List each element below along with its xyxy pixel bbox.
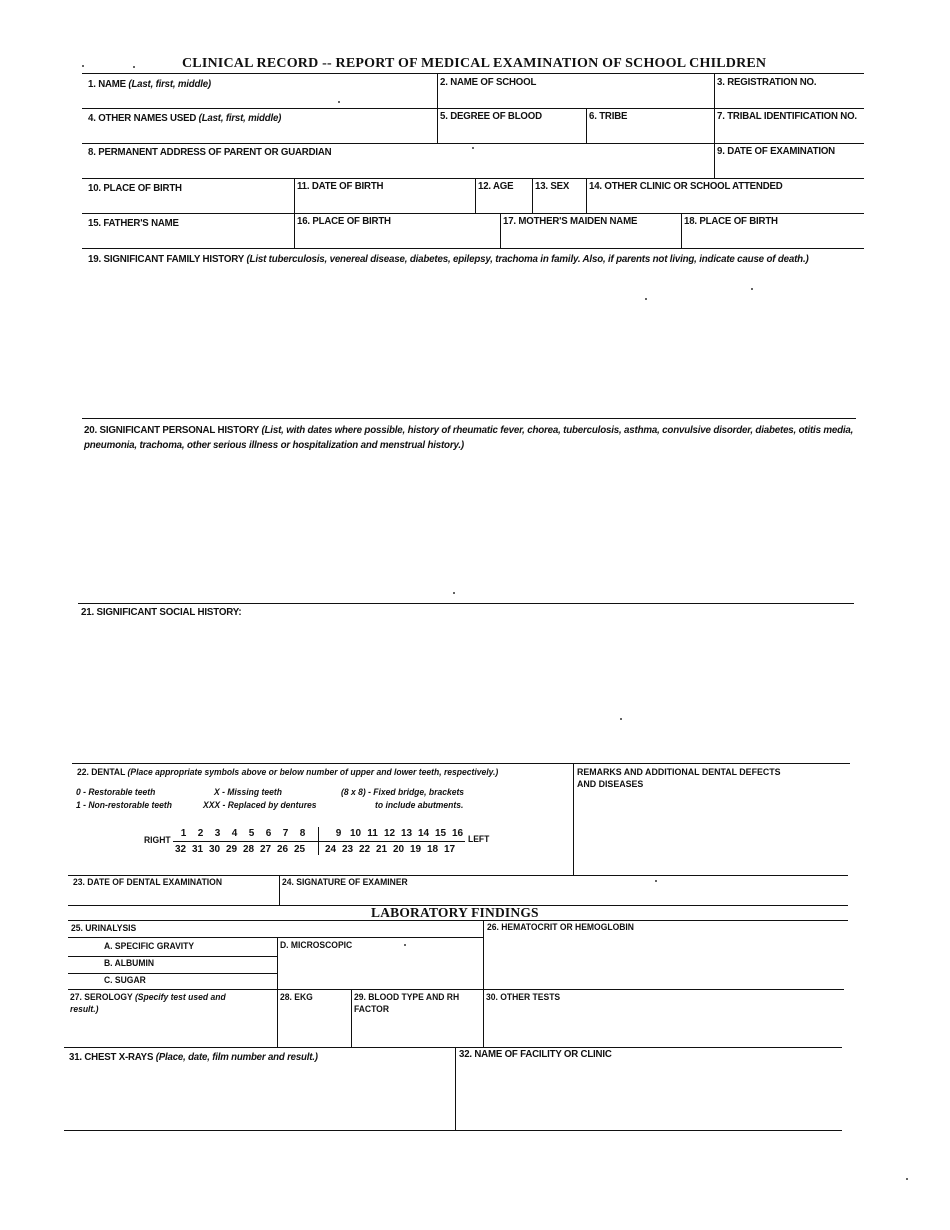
divider (483, 920, 484, 1048)
tooth-chart-center (318, 827, 319, 855)
divider (573, 763, 574, 875)
field-24-examiner-signature[interactable]: 24. SIGNATURE OF EXAMINER (282, 877, 408, 888)
divider (532, 178, 533, 213)
dental-remarks[interactable]: REMARKS AND ADDITIONAL DENTAL DEFECTS AND DISEASES (577, 767, 781, 790)
field-25d-microscopic[interactable]: D. MICROSCOPIC (280, 940, 353, 951)
tooth[interactable]: 13 (400, 828, 413, 839)
tooth[interactable]: 21 (375, 844, 388, 855)
scan-speck (133, 66, 135, 68)
tooth[interactable]: 30 (208, 844, 221, 855)
rule (68, 956, 277, 957)
rule (64, 1130, 842, 1131)
lower-right-teeth (172, 844, 308, 855)
tooth[interactable]: 17 (443, 844, 456, 855)
tooth[interactable]: 7 (282, 828, 289, 839)
tooth[interactable]: 9 (335, 828, 342, 839)
section-21-social-history[interactable]: 21. SIGNIFICANT SOCIAL HISTORY: (81, 606, 242, 618)
divider (714, 143, 715, 178)
rule (82, 248, 864, 249)
field-6-tribe[interactable]: 6. TRIBE (589, 110, 628, 122)
dental-left-label: LEFT (468, 834, 490, 845)
field-18-place-of-birth[interactable]: 18. PLACE OF BIRTH (684, 215, 778, 227)
tooth[interactable]: 24 (324, 844, 337, 855)
tooth[interactable]: 26 (276, 844, 289, 855)
tooth[interactable]: 14 (417, 828, 430, 839)
divider (500, 213, 501, 248)
divider (455, 1047, 456, 1131)
lower-left-teeth (322, 844, 458, 855)
tooth[interactable]: 28 (242, 844, 255, 855)
tooth[interactable]: 8 (299, 828, 306, 839)
field-30-other-tests[interactable]: 30. OTHER TESTS (486, 992, 561, 1003)
field-26-hematocrit[interactable]: 26. HEMATOCRIT OR HEMOGLOBIN (487, 922, 634, 933)
tooth[interactable]: 11 (367, 828, 378, 839)
dental-heading[interactable]: 22. DENTAL (Place appropriate symbols above or below number of upper and lower teeth, respectively.) (77, 767, 499, 778)
scan-speck (82, 65, 84, 67)
legend-restorable: 0 - Restorable teeth (76, 787, 156, 798)
field-31-chest-xrays[interactable]: 31. CHEST X-RAYS (Place, date, film number and result.) (69, 1051, 318, 1063)
field-25c-sugar[interactable]: C. SUGAR (104, 975, 146, 986)
field-15-fathers-name[interactable]: 15. FATHER'S NAME (88, 217, 179, 229)
scan-speck (655, 880, 657, 882)
divider (277, 937, 278, 1047)
field-14-other-clinic[interactable]: 14. OTHER CLINIC OR SCHOOL ATTENDED (589, 180, 783, 192)
field-25b-albumin[interactable]: B. ALBUMIN (104, 958, 155, 969)
field-4-other-names[interactable]: 4. OTHER NAMES USED (Last, first, middle) (88, 112, 282, 124)
divider (586, 108, 587, 143)
divider (351, 989, 352, 1047)
scan-speck (453, 592, 455, 594)
rule (68, 989, 844, 990)
legend-dentures: XXX - Replaced by dentures (203, 800, 317, 811)
tooth[interactable]: 32 (174, 844, 187, 855)
scan-speck (620, 718, 622, 720)
tooth[interactable]: 19 (409, 844, 422, 855)
divider (586, 178, 587, 213)
field-25a-specific-gravity[interactable]: A. SPECIFIC GRAVITY (104, 941, 195, 952)
rule (68, 875, 848, 876)
field-11-date-of-birth[interactable]: 11. DATE OF BIRTH (297, 180, 384, 192)
lab-findings-title: LABORATORY FINDINGS (371, 905, 539, 920)
divider (279, 875, 280, 905)
field-16-place-of-birth[interactable]: 16. PLACE OF BIRTH (297, 215, 391, 227)
tooth[interactable]: 3 (214, 828, 221, 839)
rule (82, 418, 856, 419)
form-title: CLINICAL RECORD -- REPORT OF MEDICAL EXAMINATION OF SCHOOL CHILDREN (182, 56, 767, 71)
field-2-school[interactable]: 2. NAME OF SCHOOL (440, 76, 537, 88)
rule (68, 920, 848, 921)
field-25-urinalysis[interactable]: 25. URINALYSIS (71, 923, 137, 934)
divider (681, 213, 682, 248)
field-10-place-of-birth[interactable]: 10. PLACE OF BIRTH (88, 182, 182, 194)
divider (437, 73, 438, 108)
section-19-family-history[interactable]: 19. SIGNIFICANT FAMILY HISTORY (List tuberculosis, venereal disease, diabetes, epilepsy, trachoma in family. Also, if parents not living, indicate cause of death.) (88, 253, 809, 265)
legend-abutments: to include abutments. (375, 800, 464, 811)
rule (82, 73, 864, 74)
divider (714, 108, 715, 143)
tooth[interactable]: 16 (451, 828, 464, 839)
rule (72, 763, 850, 764)
tooth[interactable]: 22 (358, 844, 371, 855)
field-7-tribal-id[interactable]: 7. TRIBAL IDENTIFICATION NO. (717, 110, 857, 122)
field-29-blood-type[interactable]: 29. BLOOD TYPE AND RH FACTOR (354, 992, 460, 1015)
field-23-dental-exam-date[interactable]: 23. DATE OF DENTAL EXAMINATION (73, 877, 223, 888)
field-27-serology[interactable]: 27. SEROLOGY (Specify test used and result.) (70, 992, 226, 1015)
field-12-age[interactable]: 12. AGE (478, 180, 514, 192)
scan-speck (751, 288, 753, 290)
tooth[interactable]: 18 (426, 844, 439, 855)
scan-speck (906, 1178, 908, 1180)
rule (68, 973, 277, 974)
rule (64, 1047, 842, 1048)
tooth[interactable]: 27 (259, 844, 272, 855)
legend-fixed-bridge: (8 x 8) - Fixed bridge, brackets (341, 787, 465, 798)
tooth[interactable]: 2 (197, 828, 204, 839)
field-3-registration[interactable]: 3. REGISTRATION NO. (717, 76, 817, 88)
upper-right-teeth (175, 828, 311, 839)
tooth[interactable]: 6 (265, 828, 272, 839)
rule (82, 108, 864, 109)
tooth[interactable]: 12 (383, 828, 396, 839)
field-13-sex[interactable]: 13. SEX (535, 180, 570, 192)
legend-non-restorable: 1 - Non-restorable teeth (76, 800, 172, 811)
tooth[interactable]: 10 (349, 828, 362, 839)
divider (475, 178, 476, 213)
tooth[interactable]: 1 (180, 828, 187, 839)
rule (68, 937, 483, 938)
rule (82, 178, 864, 179)
tooth[interactable]: 23 (341, 844, 354, 855)
scan-speck (404, 944, 406, 946)
tooth[interactable]: 15 (434, 828, 447, 839)
rule (82, 213, 864, 214)
scan-speck (472, 147, 474, 149)
field-5-degree-of-blood[interactable]: 5. DEGREE OF BLOOD (440, 110, 542, 122)
field-32-facility[interactable]: 32. NAME OF FACILITY OR CLINIC (459, 1048, 612, 1060)
field-17-mothers-maiden-name[interactable]: 17. MOTHER'S MAIDEN NAME (503, 215, 638, 227)
field-1-name[interactable]: 1. NAME (Last, first, middle) (88, 78, 211, 90)
tooth[interactable]: 31 (191, 844, 204, 855)
tooth[interactable]: 4 (231, 828, 238, 839)
divider (437, 108, 438, 143)
upper-left-teeth (330, 828, 466, 839)
rule (78, 603, 854, 604)
dental-right-label: RIGHT (144, 835, 171, 846)
divider (294, 178, 295, 213)
tooth-chart-midline (173, 841, 465, 842)
scan-speck (338, 101, 340, 103)
tooth[interactable]: 29 (225, 844, 238, 855)
divider (714, 73, 715, 108)
divider (294, 213, 295, 248)
field-8-address[interactable]: 8. PERMANENT ADDRESS OF PARENT OR GUARDIAN (88, 146, 332, 158)
legend-missing: X - Missing teeth (214, 787, 282, 798)
field-9-exam-date[interactable]: 9. DATE OF EXAMINATION (717, 145, 835, 157)
field-28-ekg[interactable]: 28. EKG (280, 992, 313, 1003)
section-20-personal-history[interactable]: 20. SIGNIFICANT PERSONAL HISTORY (List, with dates where possible, history of rheumatic fever, chorea, tuberculosis, asthma, convulsive disorder, diabetes, otitis media, pneumonia, trachoma, other serious illness or hospitalization and menstrual history.) (84, 424, 854, 451)
tooth[interactable]: 20 (392, 844, 405, 855)
rule (82, 143, 864, 144)
tooth[interactable]: 5 (248, 828, 255, 839)
scan-speck (645, 298, 647, 300)
tooth[interactable]: 25 (293, 844, 306, 855)
